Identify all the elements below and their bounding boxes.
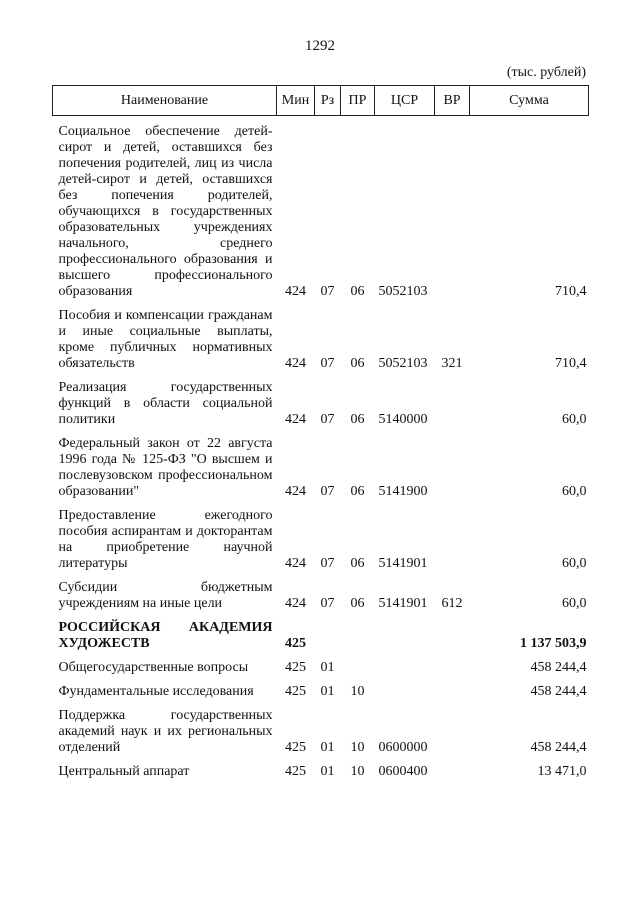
cell-csr: 5052103 xyxy=(378,284,428,299)
row-spacer xyxy=(53,676,589,684)
cell-rz: 07 xyxy=(320,412,335,427)
cell-name: Общегосударственные вопросы xyxy=(58,660,249,675)
row-spacer xyxy=(53,572,589,580)
cell-pr: 06 xyxy=(350,596,365,611)
cell-name: РОССИЙСКАЯ АКАДЕМИЯ ХУДОЖЕСТВ xyxy=(58,620,273,651)
budget-table xyxy=(52,85,589,780)
cell-name: Пособия и компенсации гражданам и иные социальные выплаты, кроме публичных нормативных обязательств xyxy=(58,308,273,371)
cell-pr: 06 xyxy=(350,284,365,299)
cell-sum: 60,0 xyxy=(562,412,587,427)
table-header xyxy=(53,86,589,116)
header-rz: Рз xyxy=(315,86,341,116)
cell-rz: 07 xyxy=(320,596,335,611)
cell-name: Предоставление ежегодного пособия аспирантам и докторантам на приобретение научной литературы xyxy=(58,508,273,571)
cell-csr: 5052103 xyxy=(378,356,428,371)
cell-min: 425 xyxy=(285,764,306,779)
cell-min: 425 xyxy=(285,660,306,675)
cell-pr: 06 xyxy=(350,556,365,571)
cell-rz: 01 xyxy=(320,684,335,699)
cell-vr xyxy=(435,436,470,500)
row-spacer-cell xyxy=(53,300,589,308)
cell-csr: 5141900 xyxy=(378,484,428,499)
cell-sum: 710,4 xyxy=(555,356,587,371)
cell-name: Федеральный закон от 22 августа 1996 года № 125-ФЗ "О высшем и послевузовском профессиональном образовании" xyxy=(58,436,273,499)
cell-vr: 612 xyxy=(441,596,463,611)
header-name: Наименование xyxy=(53,86,277,116)
cell-sum: 458 244,4 xyxy=(530,684,587,699)
cell-pr: 10 xyxy=(350,764,365,779)
row-spacer-cell xyxy=(53,652,589,660)
cell-rz xyxy=(315,620,341,652)
cell-name: Фундаментальные исследования xyxy=(58,684,254,699)
cell-rz: 07 xyxy=(320,356,335,371)
table-row xyxy=(53,436,589,500)
table-row xyxy=(53,124,589,300)
table-row xyxy=(53,580,589,612)
cell-sum: 13 471,0 xyxy=(537,764,587,779)
cell-csr: 0600000 xyxy=(378,740,428,755)
cell-rz: 01 xyxy=(320,660,335,675)
table-row xyxy=(53,660,589,676)
cell-sum: 710,4 xyxy=(555,284,587,299)
row-spacer xyxy=(53,652,589,660)
row-spacer xyxy=(53,116,589,125)
header-sum: Сумма xyxy=(470,86,589,116)
cell-csr: 5140000 xyxy=(378,412,428,427)
cell-name: Поддержка государственных академий наук и их региональных отделений xyxy=(58,708,273,755)
cell-sum: 458 244,4 xyxy=(530,740,587,755)
page-number: 1292 xyxy=(305,38,335,54)
row-spacer-cell xyxy=(53,756,589,764)
row-spacer-cell xyxy=(53,612,589,620)
cell-vr xyxy=(435,764,470,780)
row-spacer xyxy=(53,700,589,708)
cell-rz: 07 xyxy=(320,284,335,299)
cell-sum: 60,0 xyxy=(562,556,587,571)
cell-rz: 07 xyxy=(320,556,335,571)
cell-pr xyxy=(341,660,375,676)
table-row xyxy=(53,684,589,700)
row-spacer xyxy=(53,372,589,380)
cell-name: Реализация государственных функций в области социальной политики xyxy=(58,380,273,427)
cell-min: 424 xyxy=(285,356,306,371)
cell-rz: 01 xyxy=(320,740,335,755)
row-spacer xyxy=(53,612,589,620)
cell-min: 425 xyxy=(285,636,306,651)
table-row xyxy=(53,308,589,372)
cell-csr xyxy=(375,660,435,676)
row-spacer xyxy=(53,300,589,308)
row-spacer-cell xyxy=(53,500,589,508)
table-row xyxy=(53,620,589,652)
table-row xyxy=(53,708,589,756)
cell-sum: 458 244,4 xyxy=(530,660,587,675)
header-min: Мин xyxy=(277,86,315,116)
header-csr: ЦСР xyxy=(375,86,435,116)
cell-csr xyxy=(375,620,435,652)
row-spacer xyxy=(53,756,589,764)
row-spacer-cell xyxy=(53,676,589,684)
row-spacer-cell xyxy=(53,428,589,436)
table-row xyxy=(53,380,589,428)
cell-vr xyxy=(435,620,470,652)
cell-name: Социальное обеспечение детей-сирот и детей, оставшихся без попечения родителей, лиц из числа детей-сирот и детей, оставшихся без попечения родителей, обучающихся в государственных образовательных учреждениях начального, среднего профессионального образования и высшего профессионального образования xyxy=(58,124,273,299)
row-spacer-cell xyxy=(53,116,589,125)
cell-name: Субсидии бюджетным учреждениям на иные цели xyxy=(58,580,273,611)
cell-rz: 07 xyxy=(320,484,335,499)
cell-vr xyxy=(435,380,470,428)
cell-min: 425 xyxy=(285,740,306,755)
cell-min: 424 xyxy=(285,412,306,427)
cell-vr xyxy=(435,660,470,676)
cell-sum: 60,0 xyxy=(562,596,587,611)
cell-rz: 01 xyxy=(320,764,335,779)
cell-min: 424 xyxy=(285,284,306,299)
cell-pr: 10 xyxy=(350,740,365,755)
cell-pr: 06 xyxy=(350,412,365,427)
row-spacer-cell xyxy=(53,572,589,580)
cell-pr: 06 xyxy=(350,356,365,371)
cell-name: Центральный аппарат xyxy=(58,764,190,779)
row-spacer xyxy=(53,500,589,508)
row-spacer xyxy=(53,428,589,436)
header-pr: ПР xyxy=(341,86,375,116)
cell-vr xyxy=(435,124,470,300)
cell-vr xyxy=(435,708,470,756)
cell-min: 424 xyxy=(285,484,306,499)
header-vr: ВР xyxy=(435,86,470,116)
cell-sum: 1 137 503,9 xyxy=(520,636,587,651)
cell-min: 424 xyxy=(285,556,306,571)
cell-pr: 10 xyxy=(350,684,365,699)
cell-vr: 321 xyxy=(441,356,463,371)
units-note: (тыс. рублей) xyxy=(506,65,586,80)
row-spacer-cell xyxy=(53,700,589,708)
cell-csr: 5141901 xyxy=(378,596,428,611)
row-spacer-cell xyxy=(53,372,589,380)
cell-sum: 60,0 xyxy=(562,484,587,499)
table-body xyxy=(53,116,589,781)
cell-vr xyxy=(435,508,470,572)
cell-csr xyxy=(375,684,435,700)
table-row xyxy=(53,508,589,572)
cell-min: 425 xyxy=(285,684,306,699)
cell-pr xyxy=(341,620,375,652)
cell-csr: 0600400 xyxy=(378,764,428,779)
cell-vr xyxy=(435,684,470,700)
cell-pr: 06 xyxy=(350,484,365,499)
table-row xyxy=(53,764,589,780)
cell-min: 424 xyxy=(285,596,306,611)
cell-csr: 5141901 xyxy=(378,556,428,571)
